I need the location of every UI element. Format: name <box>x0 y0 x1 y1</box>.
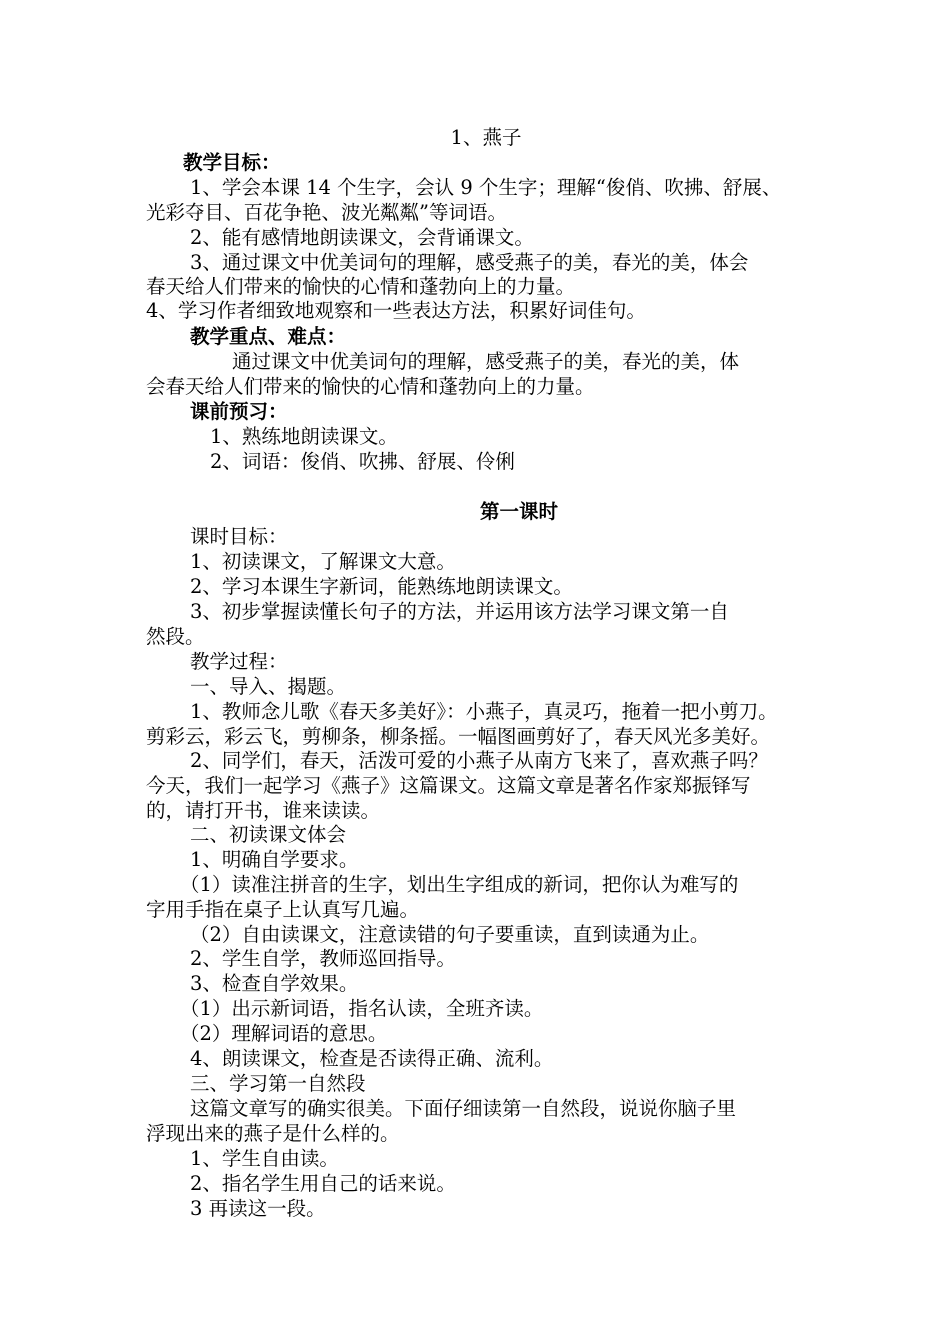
page-title: 1、燕子 <box>450 126 522 149</box>
text-line: 1、初读课文，了解课文大意。 <box>190 550 456 573</box>
text-line: 字用手指在桌子上认真写几遍。 <box>146 898 420 921</box>
text-line: 3、初步掌握读懂长句子的方法，并运用该方法学习课文第一自 <box>190 600 729 623</box>
text-line: （2）自由读课文，注意读错的句子要重读，直到读通为止。 <box>190 923 710 946</box>
text-line: 今天，我们一起学习《燕子》这篇课文。这篇文章是著名作家郑振铎写 <box>146 774 751 797</box>
text-line: 剪彩云，彩云飞，剪柳条，柳条摇。一幅图画剪好了，春天风光多美好。 <box>146 725 771 748</box>
text-line: 1、教师念儿歌《春天多美好》：小燕子，真灵巧，拖着一把小剪刀。 <box>190 700 778 723</box>
text-line: 3、检查自学效果。 <box>190 972 359 995</box>
text-line: 浮现出来的燕子是什么样的。 <box>146 1122 400 1145</box>
text-line: 1、学生自由读。 <box>190 1147 339 1170</box>
key-points-line-2: 会春天给人们带来的愉快的心情和蓬勃向上的力量。 <box>146 375 595 398</box>
goal-2: 2、能有感情地朗读课文，会背诵课文。 <box>190 226 534 249</box>
text-line: 一、导入、揭题。 <box>190 675 347 698</box>
text-line: 三、学习第一自然段 <box>190 1072 366 1095</box>
goal-1-line-2: 光彩夺目、百花争艳、波光粼粼”等词语。 <box>146 201 507 224</box>
text-line: 然段。 <box>146 625 205 648</box>
key-points-line-1: 通过课文中优美词句的理解，感受燕子的美，春光的美，体 <box>232 350 740 373</box>
text-line: 二、初读课文体会 <box>190 823 347 846</box>
text-line: 教学过程： <box>190 650 288 673</box>
key-points-heading: 教学重点、难点： <box>190 325 347 348</box>
text-line: 2、同学们，春天，活泼可爱的小燕子从南方飞来了，喜欢燕子吗？ <box>190 749 768 772</box>
text-line: （2）理解词语的意思。 <box>180 1022 388 1045</box>
lesson-1-heading: 第一课时 <box>480 500 559 523</box>
goal-3-line-2: 春天给人们带来的愉快的心情和蓬勃向上的力量。 <box>146 275 576 298</box>
preview-item-2: 2、词语：俊俏、吹拂、舒展、伶俐 <box>210 450 515 473</box>
preview-item-1: 1、熟练地朗读课文。 <box>210 425 398 448</box>
text-line: 2、学习本课生字新词，能熟练地朗读课文。 <box>190 575 573 598</box>
text-line: 2、指名学生用自己的话来说。 <box>190 1172 456 1195</box>
text-line: 这篇文章写的确实很美。下面仔细读第一自然段，说说你脑子里 <box>190 1097 737 1120</box>
text-line: 3 再读这一段。 <box>190 1197 326 1220</box>
text-line: （1）读准注拼音的生字，划出生字组成的新词，把你认为难写的 <box>180 873 739 896</box>
text-line: 1、明确自学要求。 <box>190 848 359 871</box>
goal-3-line-1: 3、通过课文中优美词句的理解，感受燕子的美，春光的美，体会 <box>190 251 749 274</box>
goal-1-line-1: 1、学会本课 14 个生字，会认 9 个生字；理解“俊俏、吹拂、舒展、 <box>190 176 782 199</box>
goal-4: 4、学习作者细致地观察和一些表达方法，积累好词佳句。 <box>146 299 646 322</box>
preview-heading: 课前预习： <box>190 400 288 423</box>
text-line: 课时目标： <box>190 525 288 548</box>
goals-heading: 教学目标： <box>183 151 281 174</box>
text-line: （1）出示新词语，指名认读，全班齐读。 <box>180 997 544 1020</box>
text-line: 的，请打开书，谁来读读。 <box>146 799 381 822</box>
text-line: 2、学生自学，教师巡回指导。 <box>190 947 456 970</box>
text-line: 4、朗读课文，检查是否读得正确、流利。 <box>190 1047 554 1070</box>
